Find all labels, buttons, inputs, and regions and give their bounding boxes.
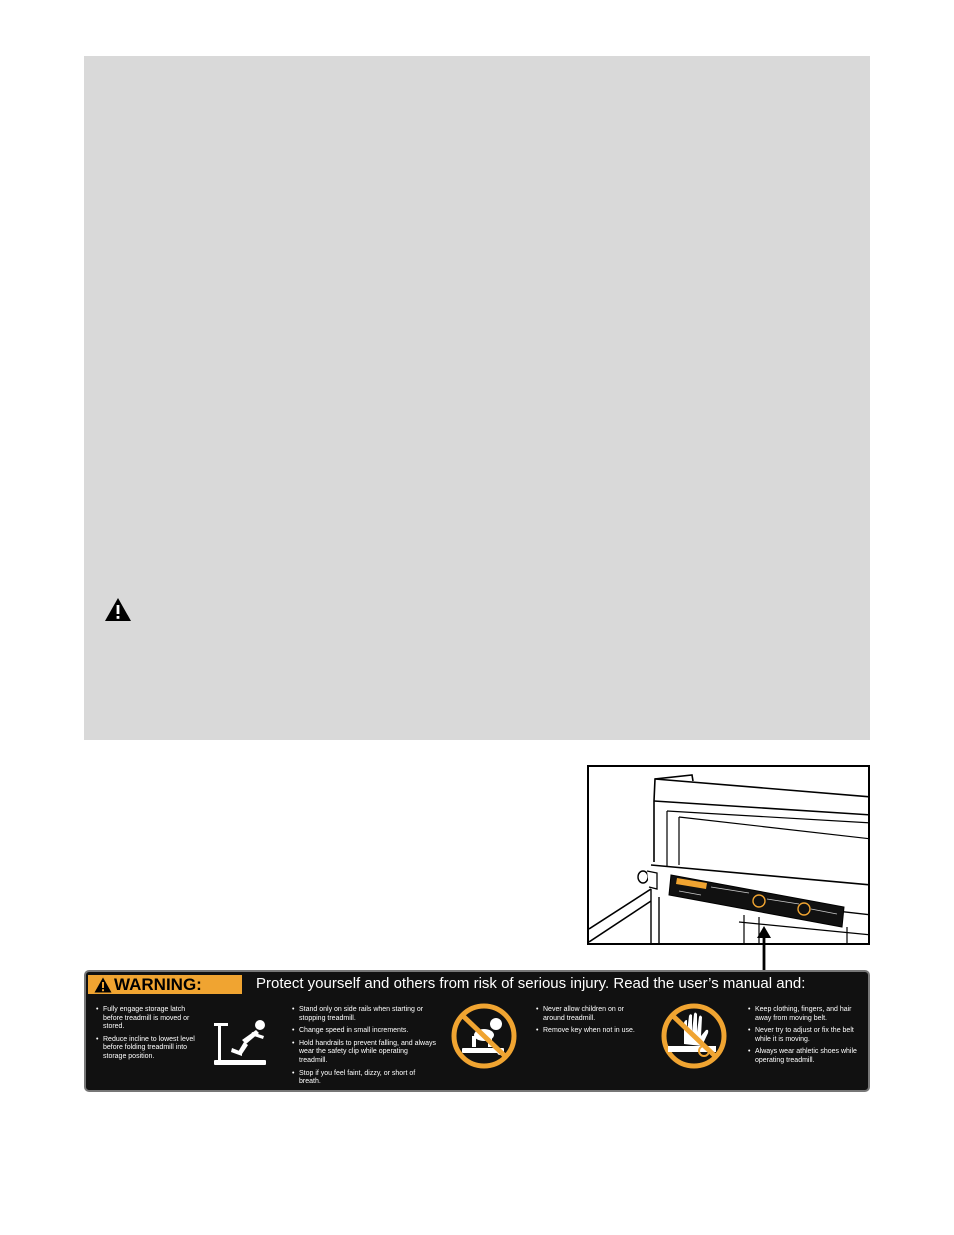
warning-headline: Protect yourself and others from risk of serious injury. Read the user’s manual and: xyxy=(256,975,806,992)
warning-decal xyxy=(84,970,870,1092)
warning-triangle-icon xyxy=(94,977,112,993)
warning-item: • Never try to adjust or fix the belt while it is moving. xyxy=(755,1027,860,1044)
warning-column-belt xyxy=(748,1006,860,1070)
warning-badge-label: WARNING: xyxy=(114,975,202,994)
warning-badge xyxy=(88,975,242,994)
warning-item: • Never allow children on or around treadmill. xyxy=(543,1006,646,1023)
treadmill-decal-location-illustration xyxy=(587,765,870,945)
warning-item: • Stop if you feel faint, dizzy, or short of breath. xyxy=(299,1070,437,1087)
no-hands-icon xyxy=(660,1002,728,1070)
warning-item: • Remove key when not in use. xyxy=(543,1027,646,1036)
warning-item: • Reduce incline to lowest level before folding treadmill into storage position. xyxy=(103,1036,206,1062)
arrow-up-icon xyxy=(757,926,771,972)
warning-item: • Fully engage storage latch before treadmill is moved or stored. xyxy=(103,1006,206,1032)
warning-item: • Keep clothing, fingers, and hair away from moving belt. xyxy=(755,1006,860,1023)
gray-content-panel xyxy=(84,56,870,740)
warning-item: • Hold handrails to prevent falling, and always wear the safety clip while operating treadmill. xyxy=(299,1040,437,1066)
warning-triangle-icon xyxy=(104,597,132,622)
warning-column-operation xyxy=(292,1006,437,1091)
falling-person-icon xyxy=(212,1014,272,1066)
warning-item: • Change speed in small increments. xyxy=(299,1027,437,1036)
warning-column-storage xyxy=(96,1006,206,1066)
no-children-icon xyxy=(450,1002,518,1070)
warning-item: • Stand only on side rails when starting or stopping treadmill. xyxy=(299,1006,437,1023)
warning-header xyxy=(86,972,868,996)
warning-column-children xyxy=(536,1006,646,1040)
warning-item: • Always wear athletic shoes while operating treadmill. xyxy=(755,1048,860,1065)
